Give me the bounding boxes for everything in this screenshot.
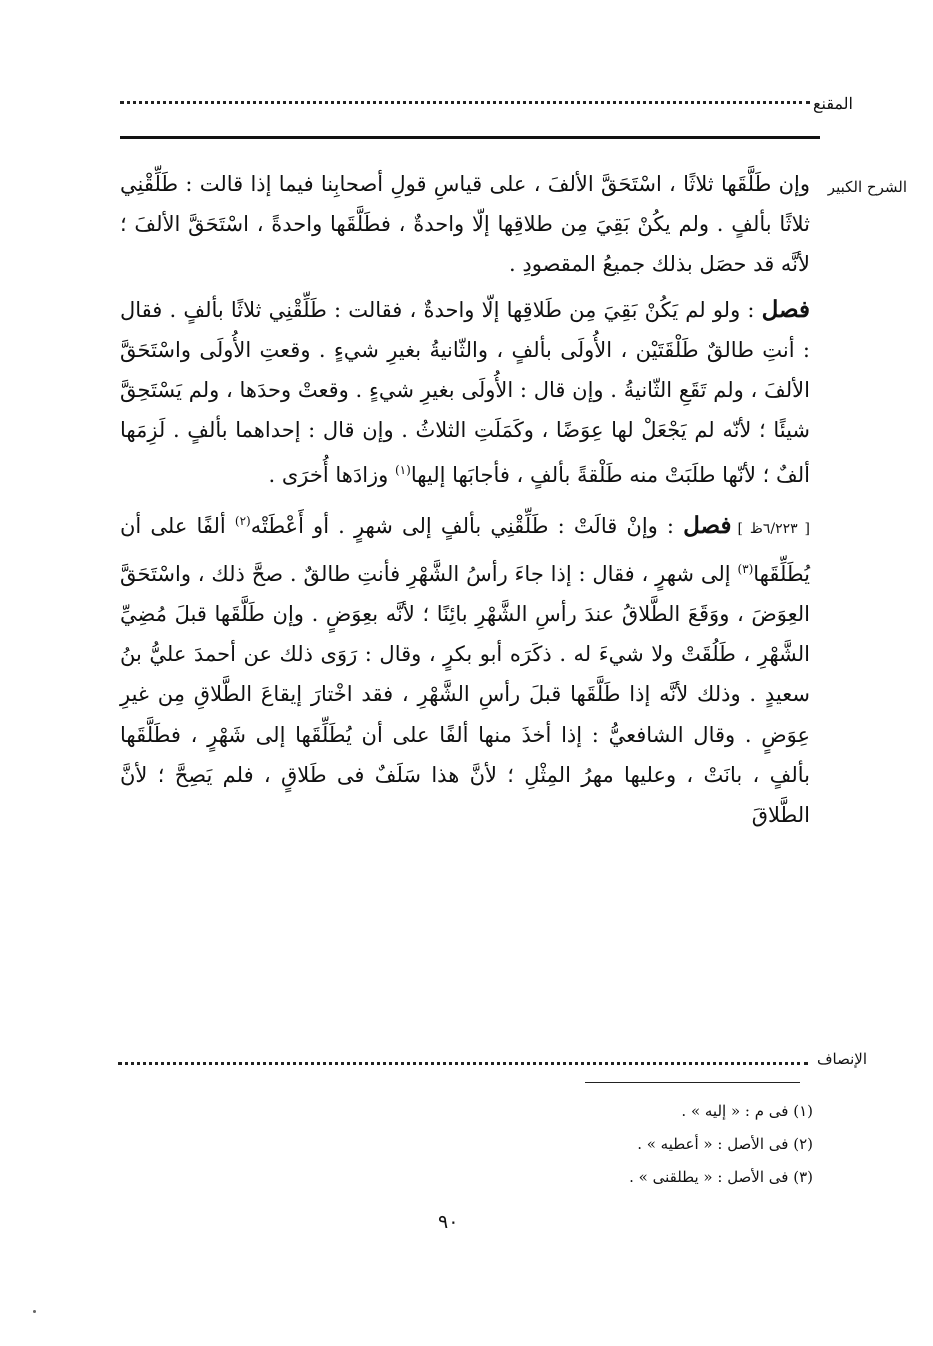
- footnote-ref-1[interactable]: (١): [394, 463, 411, 478]
- paragraph-1: وإن طَلَّقَها ثلاثًا ، اسْتَحَقَّ الألفَ ، على قياسِ قولِ أصحابِنا فيما إذا قالت : طَلِّقْنِي ثلاثًا بألفٍ . ولم يكُنْ بَقِيَ مِن طلاقِها إلّا واحدةٌ ، فطَلَّقَها واحدةً ، اسْتَحَقَّ الألفَ ؛ لأنَّه قد حصَل بذلك جميعُ المقصودِ .: [120, 172, 811, 277]
- paragraph-3-text-a: : وإنْ قالَتْ : طَلِّقْنِي بألفٍ إلى شهرٍ . أو أَعْطَتْه: [250, 513, 684, 538]
- page-number: ٩٠: [438, 1211, 459, 1233]
- footnote-ref-2[interactable]: (٢): [234, 513, 251, 528]
- footnote-3: (٣) فى الأصل : « يطلقنى » .: [629, 1168, 813, 1186]
- header-dotted-rule: [120, 95, 810, 104]
- scan-speck: [33, 1310, 36, 1313]
- book-title: المقنع: [812, 94, 853, 113]
- header-rule: [120, 136, 820, 139]
- section-heading: فصل: [761, 295, 810, 323]
- paragraph-3-text-b: ألفًا على أن يُطَلِّقَها: [120, 513, 810, 586]
- side-label-sharh: الشرح الكبير: [827, 178, 907, 196]
- insaf-dotted-rule: [118, 1056, 808, 1065]
- section-heading: فصل: [683, 511, 732, 539]
- footnote-2: (٢) فى الأصل : « أعطيه » .: [637, 1135, 813, 1153]
- footnote-ref-3[interactable]: (٣): [737, 561, 754, 576]
- paragraph-3-text-c: إلى شهرٍ ، فقال : إذا جاءَ رأسُ الشَّهْرِ فأنتِ طالقٌ . صحَّ ذلك ، واسْتَحَقَّ العِوَضَ ، ووَقَعَ الطَّلاقُ عندَ رأسِ الشَّهْرِ بائِنًا ؛ لأنَّه بعِوَضٍ . وإن طَلَّقَها قبلَ مُضِيِّ الشَّهْرِ ، طَلُقَتْ ولا شيءَ له . ذكَرَه أبو بكرٍ ، وقال : رَوَى ذلك عن أحمدَ عليُّ بنُ سعيدٍ . وذلك لأنَّه إذا طَلَّقَها قبلَ رأسِ الشَّهْرِ ، فقد اخْتارَ إيقاعَ الطَّلاقِ مِن غيرِ عِوَضٍ . وقال الشافعيُّ : إذا أخذَ منها ألفًا على أن يُطَلِّقَها إلى شَهْرٍ ، فطَلَّقَها بألفٍ ، بانَتْ ، وعليها مهرُ المِثْلِ ؛ لأنَّ هذا سَلَفٌ فى طَلاقٍ ، فلم يَصِحَّ ؛ لأنَّ الطَّلاقَ: [120, 561, 810, 828]
- footnote-separator: [585, 1082, 800, 1083]
- main-text: [120, 164, 810, 835]
- manuscript-ref: [ ٦/٢٢٣ظ ]: [737, 520, 810, 537]
- paragraph-2: [120, 290, 810, 496]
- side-label-insaf: الإنصاف: [816, 1050, 867, 1068]
- paragraph-2-text: : ولو لم يَكُنْ بَقِيَ مِن طَلاقِها إلّا واحدةٌ ، فقالت : طَلِّقْنِي ثلاثًا بألفٍ . فقال : أنتِ طالقٌ طَلْقَتَيْن ، الأُولَى بألفٍ ، والثّانيةُ بغيرِ شيءٍ . وقعتِ الأُولَى واسْتَحَقَّ الألفَ ، ولم تَقَعِ الثّانيةُ . وإن قال : الأُولَى بغيرِ شيءٍ . وقعتْ وحدَها ، ولم يَسْتَحِقَّ شيئًا ؛ لأنّه لم يَجْعَلْ لها عِوَضًا ، وكَمَلَتِ الثلاثُ . وإن قال : إحداهما بألفٍ . لَزِمَها ألفٌ ؛ لأنّها طلَبَتْ منه طَلْقةً بألفٍ ، فأجابَها إليها: [120, 297, 810, 488]
- paragraph-3: [120, 501, 810, 836]
- footnotes: [629, 1095, 813, 1194]
- paragraph-2-end: وزادَها أُخرَى .: [268, 463, 395, 488]
- footnote-1: (١) فى م : « إليه » .: [681, 1102, 813, 1120]
